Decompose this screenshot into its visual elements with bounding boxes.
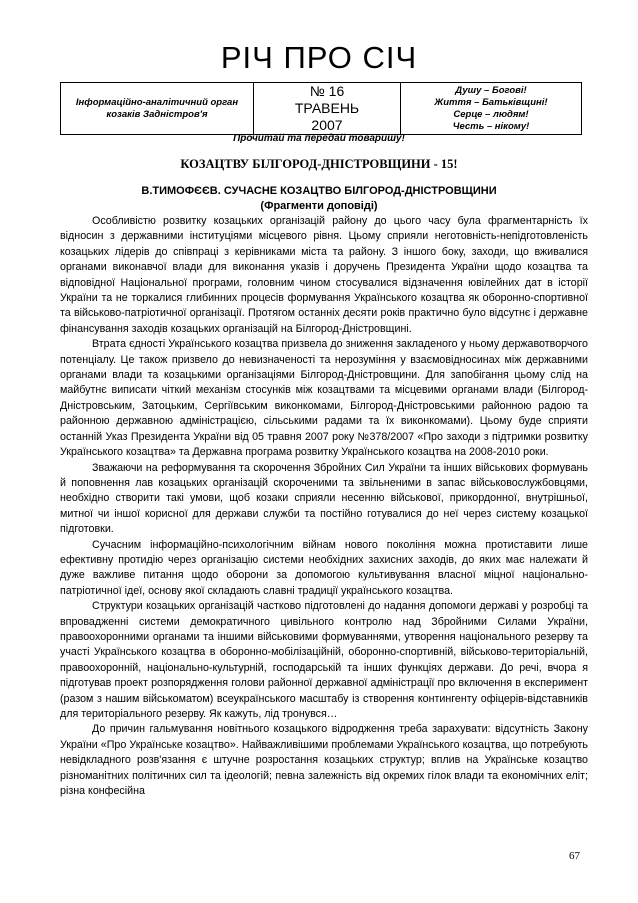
article-paragraph: Особливістю розвитку козацьких організацій району до цього часу була фрагментарність їх відносин з державними інституціями місцевого рівня. Цьому сприяли неготовність-непідготовленість козацьких лідерів до співпраці з керівниками міста та району. З іншого боку, заходи, що вживалися органами виконавчої влади для виконання указів і доручень Президента України щодо козацтва та відповідної Національної програми, головним чином стосувалися відзначення ювілейних дат в історії України та не торкалися глибинних процесів формування Українського козацтва як оборонно-спортивної та військово-патріотичної організації. Протягом останніх десяти років практично було відсутнє і державне фінансування заходів козацьких організацій на Білгород-Дністровщині. — [60, 215, 588, 335]
motto-cell — [401, 83, 582, 135]
article-body — [60, 214, 588, 799]
motto-line: Серце – людям! — [453, 108, 529, 120]
masthead-title: РІЧ ПРО СІЧ — [220, 40, 418, 75]
publisher-cell — [61, 83, 254, 135]
page-number: 67 — [569, 850, 580, 862]
motto-line: Душу – Богові! — [455, 84, 527, 96]
section-headline: КОЗАЦТВУ БІЛГОРОД-ДНІСТРОВЩИНИ - 15! — [180, 157, 458, 171]
article-paragraph: Зважаючи на реформування та скорочення Збройних Сил України та інших військових формувань й поповнення лав козацьких організацій скороченими та звільненими в запас військовослужбовцями, необхідно створити такі умови, щоб козаки сприяли несенню військової, прикордонної, внутрішньої, митної чи іншої корисної для держави служби та постійно готувалися до неї через систему козацької підготовки. — [60, 461, 588, 536]
motto-line: Честь – нікому! — [452, 120, 530, 132]
issue-number: № 16 — [309, 83, 345, 99]
article-paragraph: До причин гальмування новітнього козацького відродження треба зарахувати: відсутність Закону України «Про Українське козацтво». Найважливішими проблемами Українського козацтва, що потребують невідкладного розв'язання є штучне розростання козацьких структур; вплив на Українське козацтво різноманітних політичних сил та ідеологій; певна залежність від окремих гілок влади та економічних еліт; різна конфесійна — [60, 723, 588, 798]
article-heading — [0, 184, 638, 214]
article-subtitle: (Фрагменти доповіді) — [260, 200, 378, 212]
article-paragraph: Структури козацьких організацій частково підготовлені до надання допомоги державі у розробці та впровадженні системи демократичного цивільного контролю над Збройними Силами України, правоохоронними органами та іншими військовими формуваннями, утворення національного резерву та участі Українського козацтва в оборонно-мобілізаційній, оборонно-спортивній, військово-територіальній, правоохоронній, національно-культурній, господарській та інших функціях держави. До речі, вчора я підготував проект розпорядження голови районної державної адміністрації про включення в експеримент (разом з нашим військоматом) всеукраїнського масштабу із створення контингенту офіцерів-відставників для територіального резерву. Як кажуть, лід тронувся… — [60, 600, 588, 720]
article-paragraph: Втрата єдності Українського козацтва призвела до зниження закладеного у ньому державотворчого потенціалу. Це також призвело до невизначеності та нерозуміння у взаємовідносинах між державними органами влади та козацькими організаціями Білгород-Дністровщини. Для запобігання цьому слід на майбутнє виписати чіткий механізм стосунків між козацтвами та місцевими органами влади (Білгород-Дністровським, Затоцьким, Сергіївським виконкомами, Білгород-Дністровськими районною радою та районною державною адміністрацією, сільськими радами та їх виконкомами). Цьому буде сприяти останній Указ Президента України від 05 травня 2007 року №378/2007 «Про заходи з підтримки розвитку Українського козацтва» та Державна програма розвитку Українського козацтва на 2008-2010 роки. — [60, 338, 588, 459]
masthead-info-table — [60, 82, 582, 135]
issue-month: ТРАВЕНЬ — [294, 100, 360, 116]
issue-year: 2007 — [311, 117, 343, 133]
issue-cell — [254, 83, 401, 135]
article-title: В.ТИМОФЄЄВ. СУЧАСНЕ КОЗАЦТВО БІЛГОРОД-ДНІСТРОВЩИНИ — [141, 185, 497, 197]
motto-line: Життя – Батьківщині! — [434, 96, 548, 108]
publisher-text: Інформаційно-аналітичний орган козаків Задністров'я — [75, 96, 239, 120]
article-paragraph: Сучасним інформаційно-психологічним війнам нового покоління можна протиставити лише ефективну протидію через організацію системи необхідних захисних заходів, до яких має належати й дуже важливе питання щодо оборони за допомогою культивування власної міцної національно-патріотичної ідеї, основу якої складають славні традиції українського козацтва. — [60, 538, 588, 597]
pass-on-motto: Прочитай та передай товаришу! — [233, 133, 405, 144]
